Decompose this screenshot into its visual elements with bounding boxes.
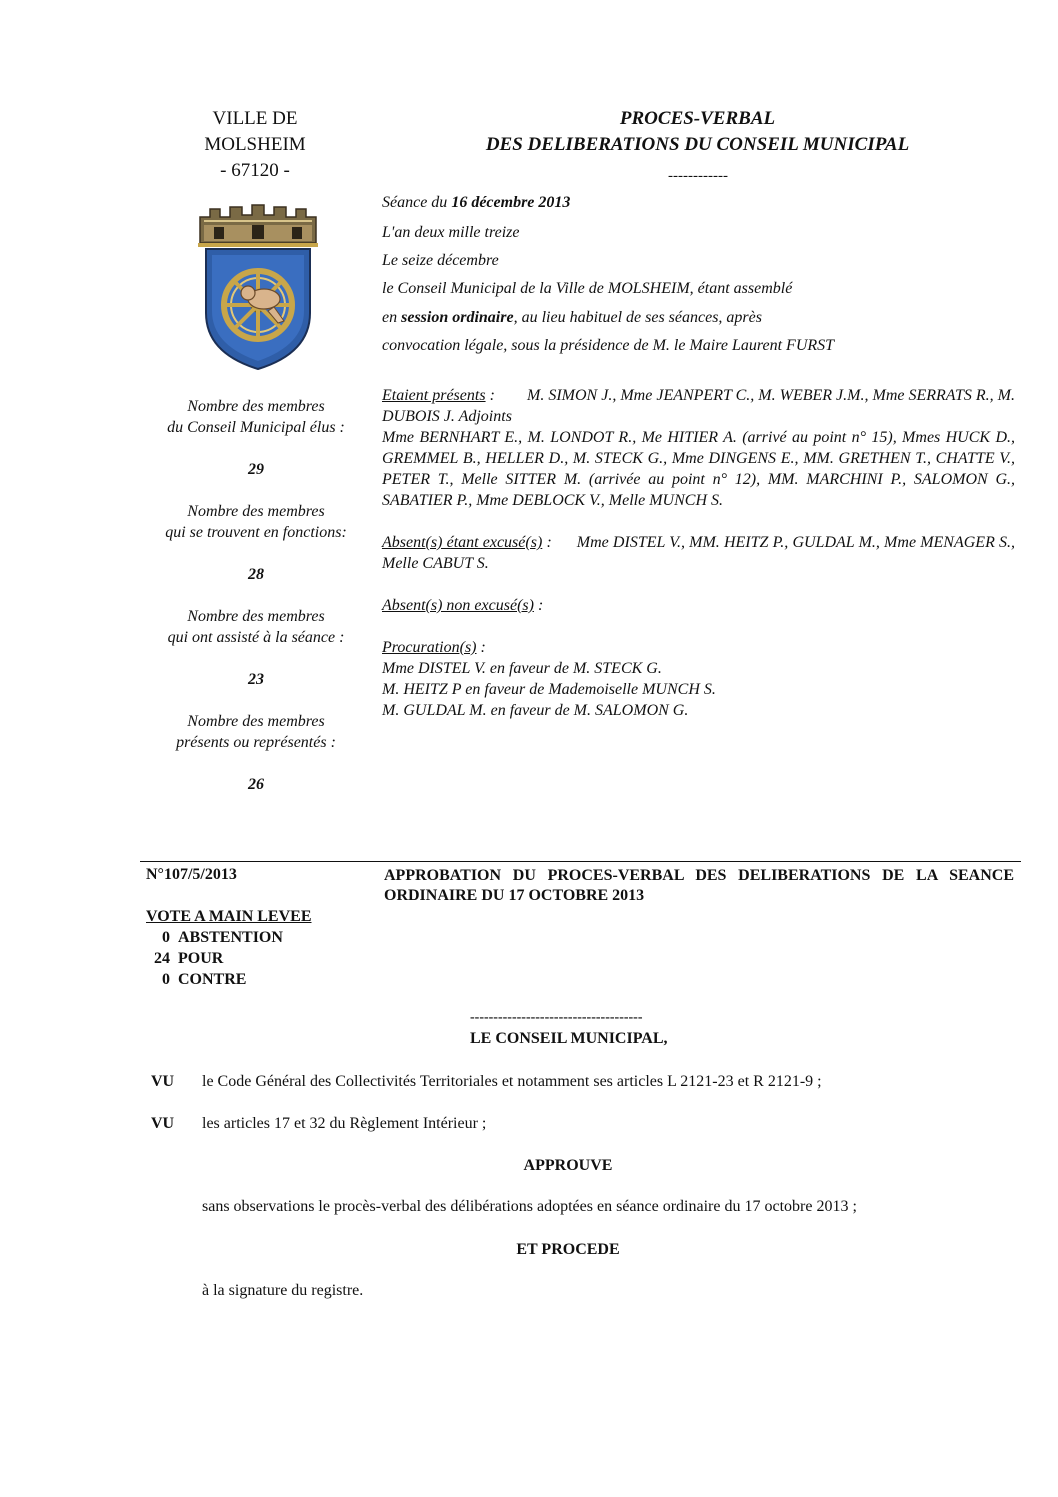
- present-members: [382, 385, 1015, 427]
- proxy-item: M. HEITZ P en faveur de Mademoiselle MUNCH S.: [382, 681, 716, 698]
- proxy-colon: :: [476, 639, 486, 656]
- town-postcode: - 67120 -: [220, 160, 290, 181]
- session-type: session ordinaire: [401, 309, 514, 326]
- town-line-1: VILLE DE: [212, 108, 298, 129]
- stat-label: [150, 606, 362, 648]
- present-label: Etaient présents: [382, 387, 486, 404]
- section-divider: [140, 861, 1021, 862]
- present-adjoints: M. SIMON J., Mme JEANPERT C., M. WEBER J.M., Mme SERRATS R., M. DUBOIS J. Adjoints: [382, 387, 1016, 425]
- stat-label-line: qui ont assisté à la séance :: [167, 629, 345, 646]
- title-line-2: DES DELIBERATIONS DU CONSEIL MUNICIPAL: [485, 134, 910, 155]
- excused-members: [382, 532, 1015, 574]
- vote-count: 0: [162, 971, 170, 988]
- present-colon: :: [485, 387, 495, 404]
- seance-session-line: [382, 309, 982, 327]
- member-stats: [150, 396, 362, 816]
- document-title: [400, 106, 995, 158]
- stat-label-line: qui se trouvent en fonctions:: [165, 524, 347, 541]
- proxy-item: M. GULDAL M. en faveur de M. SALOMON G.: [382, 702, 689, 719]
- vote-count: 0: [162, 929, 170, 946]
- approve-heading: APPROUVE: [523, 1157, 613, 1174]
- deliberation-title: APPROBATION DU PROCES-VERBAL DES DELIBERATIONS DE LA SEANCE ORDINAIRE DU 17 OCTOBRE 2013: [384, 867, 1014, 904]
- vu-text: le Code Général des Collectivités Territoriales et notamment ses articles L 2121-23 et R 2121-9 ;: [202, 1073, 822, 1090]
- seance-presidence-line: convocation légale, sous la présidence de M. le Maire Laurent FURST: [382, 337, 835, 354]
- procede-heading: ET PROCEDE: [516, 1241, 620, 1258]
- procede-text: à la signature du registre.: [202, 1282, 364, 1299]
- stat-value-represented: 26: [248, 776, 264, 793]
- vote-block: [146, 906, 312, 990]
- coat-of-arms-icon: [194, 203, 322, 371]
- seance-date-prefix: Séance du: [382, 194, 452, 211]
- stat-label-line: Nombre des membres: [187, 398, 325, 415]
- vote-row-pour: [146, 948, 312, 969]
- town-header: [180, 106, 330, 184]
- unexcused-label: Absent(s) non excusé(s): [382, 597, 534, 614]
- proxy-item: Mme DISTEL V. en faveur de M. STECK G.: [382, 660, 662, 677]
- stat-label-line: Nombre des membres: [187, 713, 325, 730]
- session-prefix: en: [382, 309, 402, 326]
- council-separator: -------------------------------------: [470, 1010, 643, 1025]
- session-suffix: , au lieu habituel de ses séances, après: [513, 309, 762, 326]
- stat-label-line: Nombre des membres: [187, 608, 325, 625]
- town-line-2: MOLSHEIM: [204, 134, 306, 155]
- excused-label: Absent(s) étant excusé(s): [382, 534, 543, 551]
- vote-label: POUR: [178, 950, 224, 967]
- stat-label-line: Nombre des membres: [187, 503, 325, 520]
- stat-value-in-office: 28: [248, 566, 264, 583]
- council-heading: LE CONSEIL MUNICIPAL,: [470, 1030, 668, 1047]
- seance-assembly-line: le Conseil Municipal de la Ville de MOLSHEIM, étant assemblé: [382, 280, 793, 297]
- unexcused-colon: :: [533, 597, 544, 614]
- proxy-label: Procuration(s): [382, 639, 477, 656]
- title-separator: ------------: [668, 168, 728, 184]
- stat-label-line: du Conseil Municipal élus :: [167, 419, 345, 436]
- excused-list: Mme DISTEL V., MM. HEITZ P., GULDAL M., Mme MENAGER S., Melle CABUT S.: [382, 534, 1016, 572]
- approve-text: sans observations le procès-verbal des délibérations adoptées en séance ordinaire du 17 octobre 2013 ;: [202, 1198, 857, 1215]
- proxies-heading: [382, 637, 1015, 658]
- vu-text: les articles 17 et 32 du Règlement Intérieur ;: [202, 1115, 487, 1132]
- present-councillors: Mme BERNHART E., M. LONDOT R., Me HITIER A. (arrivé au point n° 15), Mmes HUCK D., GREMMEL B., HELLER D., M. STECK G., Mme DINGENS E., MM. GRETHEN T., CHATTE V., PETER T., Melle SITTER M. (arrivée au point n° 12), MM. MARCHINI P., SALOMON G., SABATIER P., Mme DEBLOCK V., Melle MUNCH S.: [382, 429, 1015, 509]
- vote-label: CONTRE: [178, 971, 247, 988]
- vote-count: 24: [154, 950, 170, 967]
- title-line-1: PROCES-VERBAL: [619, 108, 776, 129]
- stat-label: [150, 711, 362, 753]
- stat-value-attended: 23: [248, 671, 264, 688]
- stat-label: [150, 396, 362, 438]
- stat-label-line: présents ou représentés :: [176, 734, 336, 751]
- vote-row-abstention: [146, 927, 312, 948]
- seance-day-line: Le seize décembre: [382, 252, 499, 269]
- unexcused-members: [382, 595, 1015, 616]
- vu-label: VU: [151, 1073, 175, 1090]
- excused-colon: :: [542, 534, 552, 551]
- vu-label: VU: [151, 1115, 175, 1132]
- stat-value-elected: 29: [248, 461, 264, 478]
- deliberation-number: N°107/5/2013: [146, 866, 237, 883]
- vote-heading: VOTE A MAIN LEVEE: [146, 908, 312, 925]
- seance-date: 16 décembre 2013: [451, 194, 571, 211]
- stat-label: [150, 501, 362, 543]
- vote-row-contre: [146, 969, 312, 990]
- seance-date-line: [382, 194, 982, 212]
- attendance-section: [382, 385, 1015, 721]
- vote-label: ABSTENTION: [178, 929, 283, 946]
- seance-year-line: L'an deux mille treize: [382, 224, 520, 241]
